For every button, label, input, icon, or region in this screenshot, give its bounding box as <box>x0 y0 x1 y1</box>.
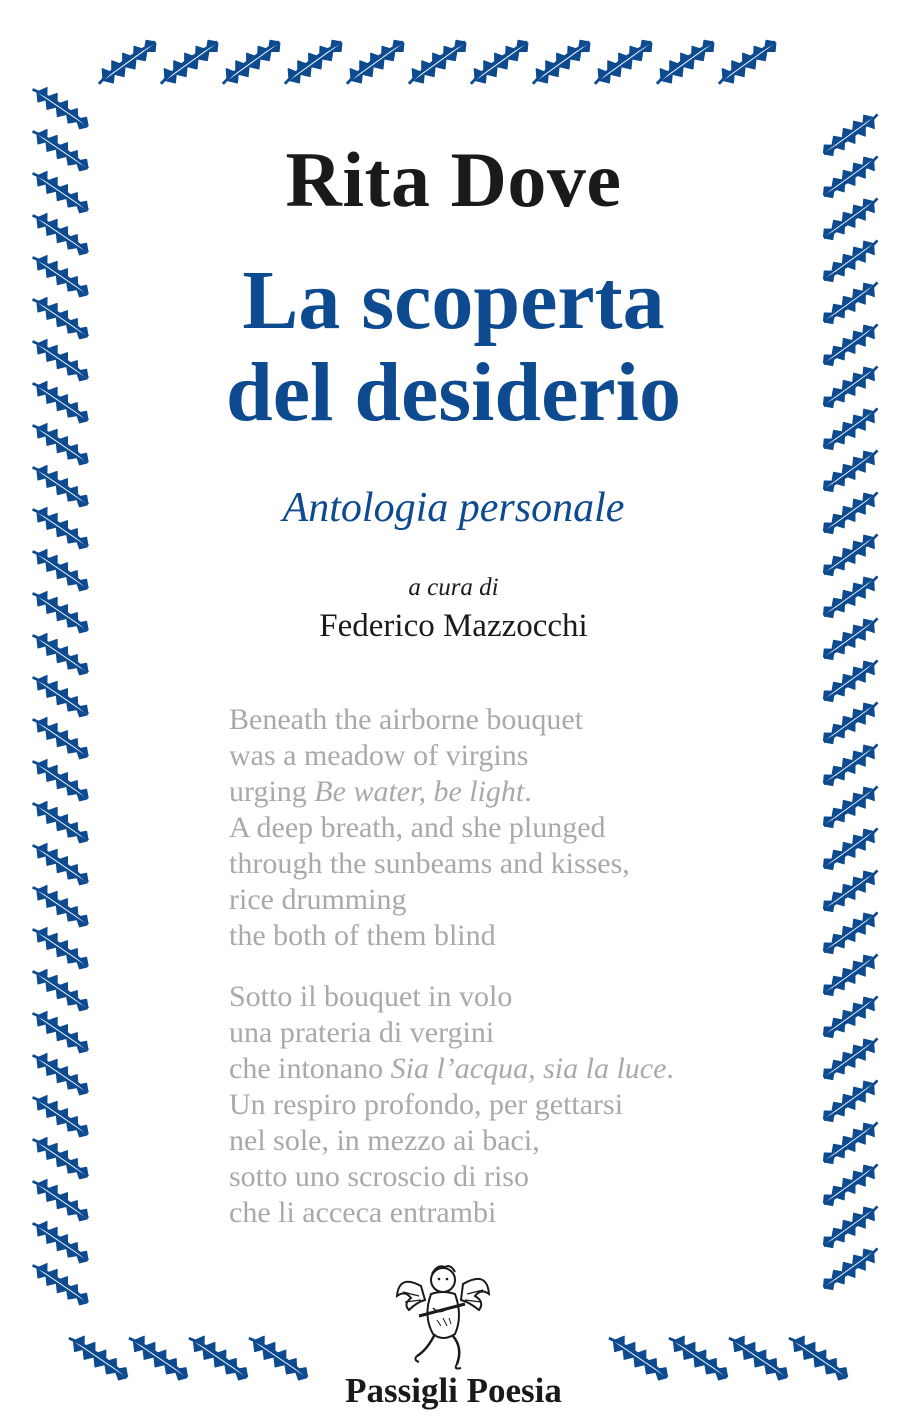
laurel-leaf-icon <box>712 34 781 91</box>
poem-line-text: . <box>666 1052 674 1085</box>
poem-line <box>229 774 829 810</box>
laurel-leaf-icon <box>28 81 93 135</box>
laurel-leaf-icon <box>28 837 93 891</box>
laurel-leaf-icon <box>28 753 93 807</box>
poem-line: sotto uno scroscio di riso <box>229 1160 529 1193</box>
laurel-leaf-icon <box>28 711 93 765</box>
editor-label: a cura di <box>408 574 499 601</box>
poem-line: through the sunbeams and kisses, <box>229 847 630 880</box>
poem-line-italic: Be water, be light <box>314 775 525 808</box>
laurel-leaf-icon <box>278 34 347 91</box>
cherub-icon <box>393 1256 493 1376</box>
laurel-leaf-icon <box>154 34 223 91</box>
laurel-leaf-icon <box>28 795 93 849</box>
laurel-leaf-icon <box>402 34 471 91</box>
title-line-2: del desiderio <box>226 346 681 439</box>
book-title <box>0 255 907 439</box>
poem-line: che li acceca entrambi <box>229 1196 497 1229</box>
poem-italian <box>229 979 829 1231</box>
laurel-leaf-icon <box>28 963 93 1017</box>
poem-line: was a meadow of virgins <box>229 739 529 772</box>
poem-line: Sotto il bouquet in volo <box>229 980 513 1013</box>
poem-line: rice drumming <box>229 883 407 916</box>
editor-name: Federico Mazzocchi <box>319 608 588 644</box>
poem-line-text: . <box>524 775 532 808</box>
poem-line: the both of them blind <box>229 919 496 952</box>
book-subtitle: Antologia personale <box>282 485 625 531</box>
laurel-leaf-icon <box>526 34 595 91</box>
poem-line: una prateria di vergini <box>229 1016 495 1049</box>
laurel-leaf-icon <box>28 921 93 975</box>
poem-line: A deep breath, and she plunged <box>229 811 606 844</box>
laurel-leaf-icon <box>28 1215 93 1269</box>
poem-english <box>229 702 829 954</box>
poem-line: nel sole, in mezzo ai baci, <box>229 1124 540 1157</box>
poem-line: Un respiro profondo, per gettarsi <box>229 1088 624 1121</box>
poem-line: Beneath the airborne bouquet <box>229 703 584 736</box>
laurel-leaf-icon <box>818 654 883 708</box>
laurel-leaf-icon <box>588 34 657 91</box>
author-name: Rita Dove <box>285 136 622 223</box>
laurel-leaf-icon <box>216 34 285 91</box>
laurel-leaf-icon <box>464 34 533 91</box>
laurel-leaf-icon <box>28 1005 93 1059</box>
poem-line-italic: Sia l’acqua, sia la luce <box>390 1052 667 1085</box>
laurel-leaf-icon <box>28 1173 93 1227</box>
publisher-name: Passigli Poesia <box>345 1371 562 1410</box>
poem-line <box>229 1051 829 1087</box>
laurel-leaf-icon <box>340 34 409 91</box>
laurel-leaf-icon <box>28 669 93 723</box>
laurel-leaf-icon <box>28 1047 93 1101</box>
laurel-leaf-icon <box>28 1131 93 1185</box>
laurel-leaf-icon <box>28 879 93 933</box>
laurel-leaf-icon <box>650 34 719 91</box>
poem-line-text: urging <box>229 775 315 808</box>
laurel-leaf-icon <box>92 34 161 91</box>
laurel-leaf-icon <box>28 1089 93 1143</box>
laurel-leaf-icon <box>818 1242 883 1296</box>
poem-line-text: che intonano <box>229 1052 391 1085</box>
title-line-1: La scoperta <box>242 254 665 347</box>
laurel-leaf-icon <box>28 1257 93 1311</box>
